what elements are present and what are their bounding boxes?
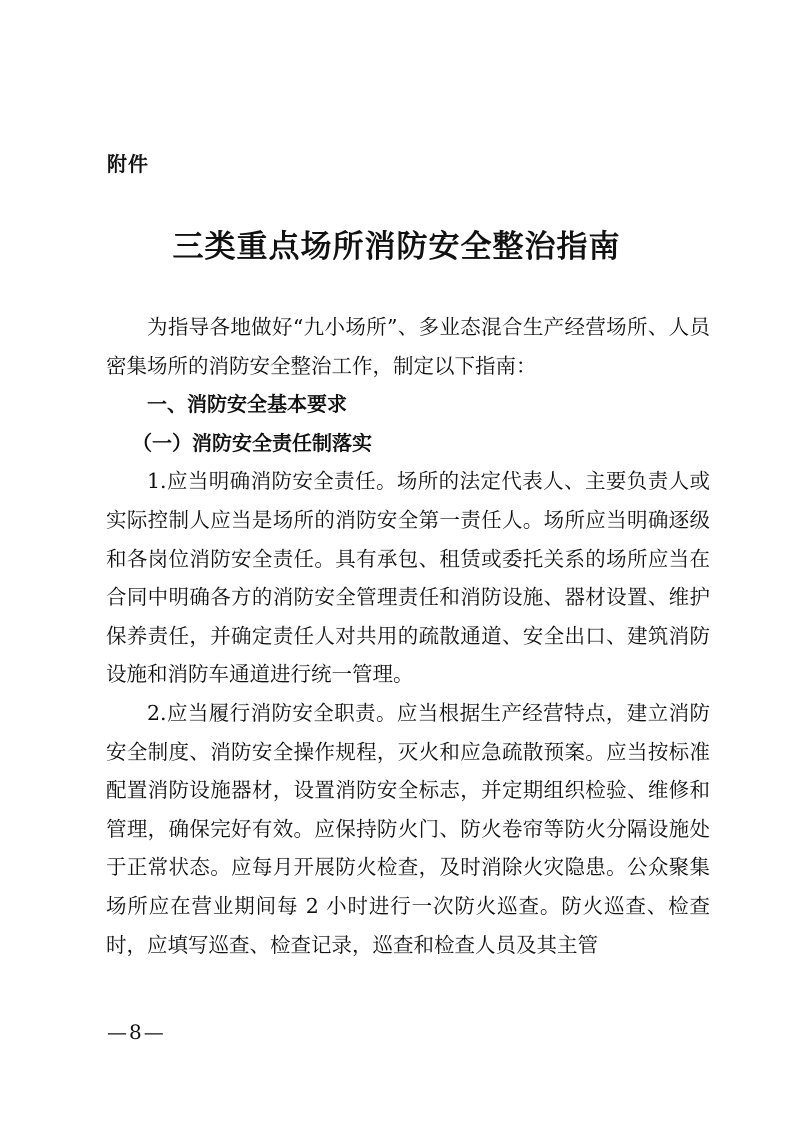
- page-number: —8—: [107, 1020, 166, 1044]
- document-title: 三类重点场所消防安全整治指南: [172, 229, 621, 265]
- document-body: [106, 308, 710, 964]
- paragraph-responsibility: 1.应当明确消防安全责任。场所的法定代表人、主要负责人或实际控制人应当是场所的消防安全第一责任人。场所应当明确逐级和各岗位消防安全责任。具有承包、租赁或委托关系的场所应当在合同中明确各方的消防安全管理责任和消防设施、器材设置、维护保养责任，并确定责任人对共用的疏散通道、安全出口、建筑消防设施和消防车通道进行统一管理。: [106, 469, 710, 687]
- attachment-label: 附件: [107, 152, 149, 176]
- paragraph-duties: 2.应当履行消防安全职责。应当根据生产经营特点，建立消防安全制度、消防安全操作规程，灭火和应急疏散预案。应当按标准配置消防设施器材，设置消防安全标志，并定期组织检验、维修和管理，确保完好有效。应保持防火门、防火卷帘等防火分隔设施处于正常状态。应每月开展防火检查，及时消除火灾隐患。公众聚集场所应在营业期间每 2 小时进行一次防火巡查。防火巡查、检查时，应填写巡查、检查记录，巡查和检查人员及其主管: [106, 700, 710, 957]
- intro-paragraph: 为指导各地做好“九小场所”、多业态混合生产经营场所、人员密集场所的消防安全整治工作，制定以下指南：: [106, 315, 710, 378]
- subsection-heading: （一）消防安全责任制落实: [132, 430, 372, 455]
- section-heading: 一、消防安全基本要求: [147, 392, 347, 417]
